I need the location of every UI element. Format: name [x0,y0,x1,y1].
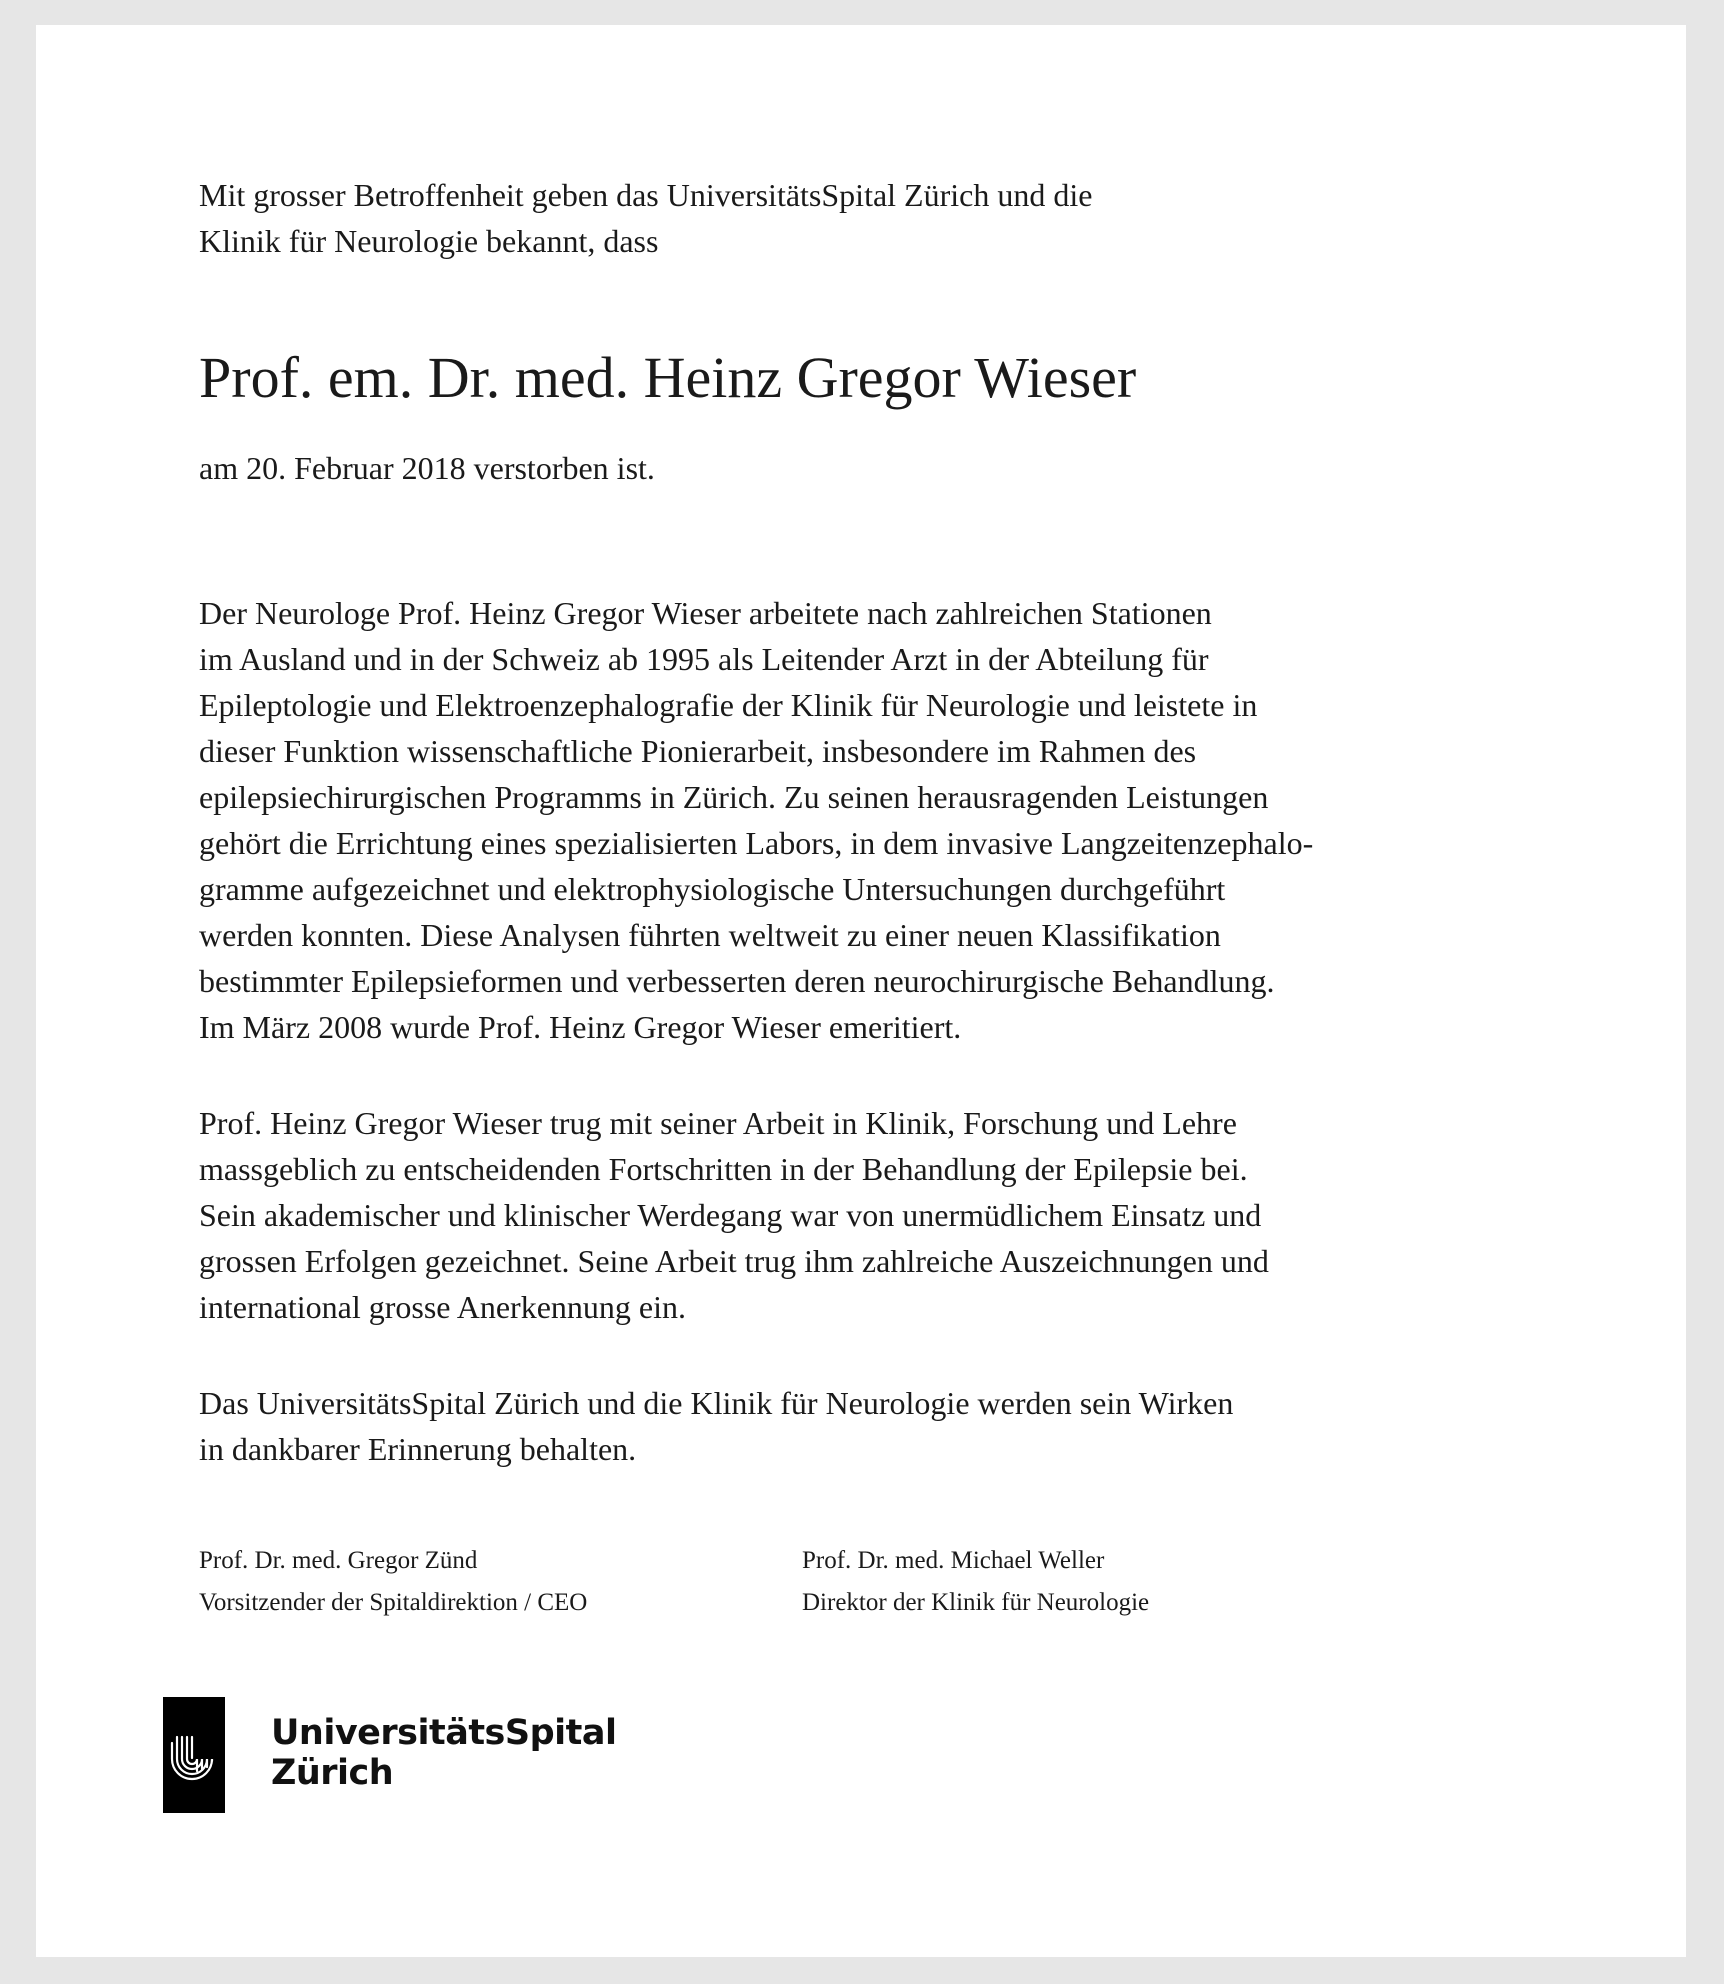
paragraph-remembrance: Das UniversitätsSpital Zürich und die Klinik für Neurologie werden sein Wirken in dankbarer Erinnerung behalten. [199,1385,1234,1467]
signature-name: Prof. Dr. med. Gregor Zünd [199,1547,478,1574]
deceased-name: Prof. em. Dr. med. Heinz Gregor Wieser [199,345,1137,410]
logo-line1: UniversitätsSpital [271,1713,617,1753]
signature-role: Direktor der Klinik für Neurologie [802,1589,1150,1616]
signature-director [802,1540,1149,1624]
logo-line2: Zürich [271,1753,394,1793]
usz-logo [163,1697,663,1813]
usz-logo-icon [163,1697,225,1813]
paragraph-contribution: Prof. Heinz Gregor Wieser trug mit seiner Arbeit in Klinik, Forschung und Lehre massgeblich zu entscheidenden Fortschritten in der Behandlung der Epilepsie bei. Sein akademischer und klinischer Werdegang war von unermüdlichem Einsatz und grossen Erfolgen gezeichnet. Seine Arbeit trug ihm zahlreiche Auszeichnungen und international grosse Anerkennung ein. [199,1105,1269,1325]
obituary-page [36,25,1686,1957]
paragraph-career: Der Neurologe Prof. Heinz Gregor Wieser arbeitete nach zahlreichen Stationen im Ausland und in der Schweiz ab 1995 als Leitender Arzt in der Abteilung für Epileptologie und Elektroenzephalografie der Klinik für Neurologie und leistete in dieser Funktion wissenschaftliche Pionierarbeit, insbesondere im Rahmen des epilepsiechirurgischen Programms in Zürich. Zu seinen herausragenden Leistungen gehört die Errichtung eines spezialisierten Labors, in dem invasive Langzeitenzephalo- gramme aufgezeichnet und elektrophysiologische Untersuchungen durchgeführt werden konnten. Diese Analysen führten weltweit zu einer neuen Klassifikation bestimmter Epilepsieformen und verbesserten deren neurochirurgische Behandlung. Im März 2008 wurde Prof. Heinz Gregor Wieser emeritiert. [199,595,1314,1045]
signature-ceo [199,1540,587,1624]
intro-text: Mit grosser Betroffenheit geben das UniversitätsSpital Zürich und die Klinik für Neurologie bekannt, dass [199,177,1093,259]
death-date-text: am 20. Februar 2018 verstorben ist. [199,450,655,486]
signature-name: Prof. Dr. med. Michael Weller [802,1547,1105,1574]
usz-logo-wordmark [271,1713,617,1793]
signature-role: Vorsitzender der Spitaldirektion / CEO [199,1589,588,1616]
